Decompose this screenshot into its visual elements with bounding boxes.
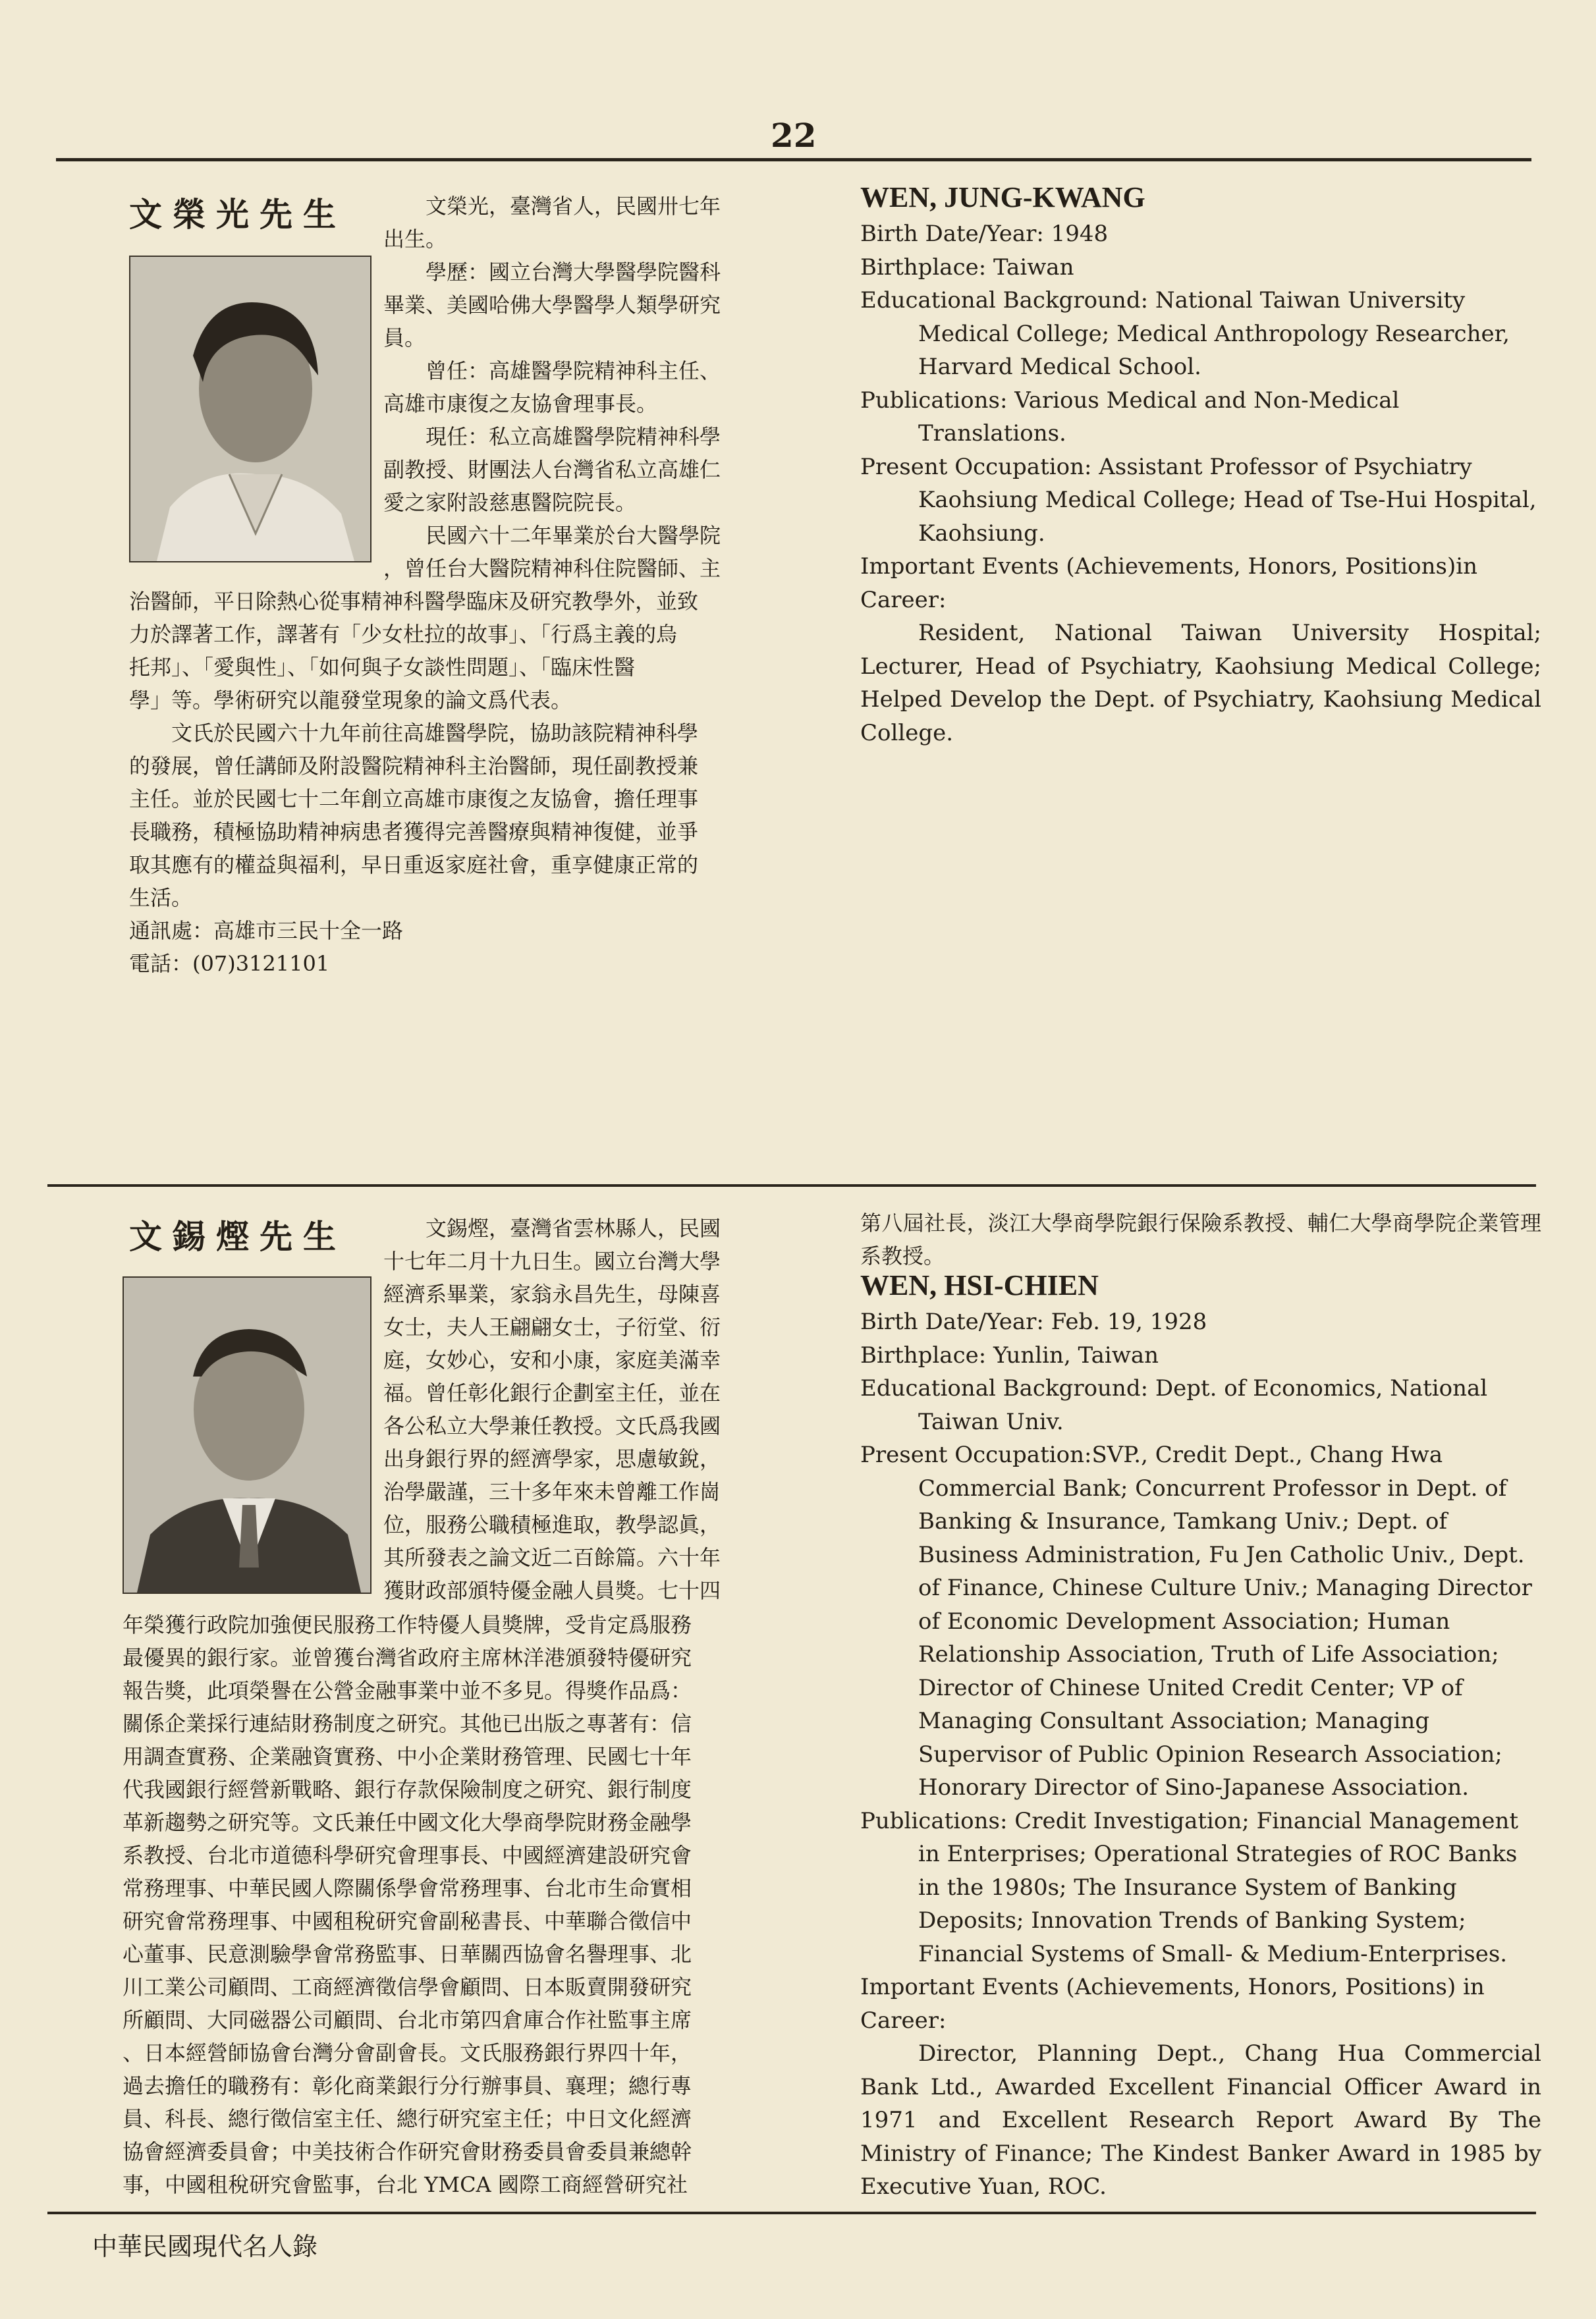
entry1-cn-line: 畢業、美國哈佛大學醫學人類學研究: [383, 292, 721, 317]
entry2-cn-bio-full: [123, 1608, 793, 2201]
entry2-events: Director, Planning Dept., Chang Hua Commercial Bank Ltd., Awarded Excellent Financial Officer Award in 1971 and Excellent Research Report Award By The Ministry of Finance; The Kindest Banker Award in 1985 by Executive Yuan, ROC.: [860, 2040, 1541, 2200]
entry1-address: 通訊處：高雄市三民十全一路: [129, 918, 404, 943]
entry2-cn-line: 十七年二月十九日生。國立台灣大學: [383, 1249, 721, 1274]
entry1-en-bio: [860, 178, 1541, 750]
entry2-cn-line: 位，服務公職積極進取，教學認眞，: [383, 1512, 721, 1537]
entry1-cn-line: 高雄市康復之友協會理事長。: [383, 391, 658, 416]
entry1-cn-line: 托邦」、「愛與性」、「如何與子女談性問題」、「臨床性醫: [129, 655, 636, 680]
entry2-events-label: Important Events (Achievements, Honors, Positions) in Career:: [860, 1974, 1485, 2034]
entry2-cn-line: 事，中國租稅研究會監事，台北 YMCA 國際工商經營研究社: [123, 2172, 688, 2197]
page-number: 22: [771, 116, 817, 155]
entry1-cn-line: 出生。: [383, 227, 447, 252]
entry2-cn-line: 最優異的銀行家。並曾獲台灣省政府主席林洋港頒發特優研究: [123, 1645, 692, 1670]
entry1-phone: 電話：(07)3121101: [129, 951, 330, 976]
entry1-cn-line: ，曾任台大醫院精神科住院醫師、主: [383, 556, 721, 581]
entry1-portrait-image: [130, 257, 370, 561]
entry1-cn-line: 文氏於民國六十九年前往高雄醫學院，協助該院精神科學: [171, 721, 699, 746]
entry2-cn-line: 心董事、民意測驗學會常務監事、日華關西協會名譽理事、北: [123, 1942, 692, 1967]
entry1-cn-bio-full: [129, 585, 793, 980]
entry1-cn-line: 學歷：國立台灣大學醫學院醫科: [426, 259, 721, 285]
entry1-cn-line: 主任。並於民國七十二年創立高雄市康復之友協會，擔任理事: [129, 786, 699, 811]
entry2-cn-line: 所顧問、大同磁器公司顧問、台北市第四倉庫合作社監事主席: [123, 2007, 692, 2033]
entry2-cn-continuation: [860, 1207, 1541, 1272]
entry2-cn-line: 各公私立大學兼任教授。文氏爲我國: [383, 1413, 721, 1438]
entry2-cn-line: 年榮獲行政院加強便民服務工作特優人員獎牌，受肯定爲服務: [123, 1612, 692, 1637]
entry1-cn-line: 治醫師，平日除熱心從事精神科醫學臨床及研究教學外，並致: [129, 589, 699, 614]
entry2-cn-line: 其所發表之論文近二百餘篇。六十年: [383, 1545, 721, 1570]
entry2-cn-line: 治學嚴謹，三十多年來未曾離工作崗: [383, 1479, 721, 1504]
entry1-cn-line: 學」等。學術研究以龍發堂現象的論文爲代表。: [129, 688, 572, 713]
entry2-cn-line: 協會經濟委員會；中美技術合作研究會財務委員會委員兼總幹: [123, 2139, 692, 2164]
entry1-cn-bio-right: [383, 190, 793, 585]
entry2-cn-line: 報告獎，此項榮譽在公營金融事業中並不多見。得獎作品爲：: [123, 1678, 692, 1703]
entry1-cn-line: 取其應有的權益與福利，早日重返家庭社會，重享健康正常的: [129, 852, 699, 877]
entry1-cn-line: 生活。: [129, 885, 193, 910]
entry1-cn-line: 民國六十二年畢業於台大醫學院: [426, 523, 721, 548]
entry1-cn-line: 愛之家附設慈惠醫院院長。: [383, 490, 637, 515]
entry1-cn-line: 長職務，積極協助精神病患者獲得完善醫療與精神復健，並爭: [129, 819, 699, 844]
entry2-cn-line: 福。曾任彰化銀行企劃室主任，並在: [383, 1380, 721, 1405]
entry2-cn-line: 關係企業採行連結財務制度之研究。其他已出版之專著有：信: [123, 1711, 692, 1736]
entry2-cn-line: 文錫熞，臺灣省雲林縣人，民國: [426, 1216, 721, 1241]
entry1-events-label: Important Events (Achievements, Honors, Positions)in Career:: [860, 553, 1477, 613]
entry2-cn-line: 員、科長、總行徵信室主任、總行研究室主任；中日文化經濟: [123, 2106, 692, 2131]
middle-rule: [47, 1184, 1536, 1187]
entry2-cn-line: 獲財政部頒特優金融人員獎。七十四: [383, 1578, 721, 1603]
entry1-cn-line: 力於譯著工作，譯著有「少女杜拉的故事」、「行爲主義的烏: [129, 622, 678, 647]
entry2-cn-line: 庭，女妙心，安和小康，家庭美滿幸: [383, 1348, 721, 1373]
entry2-cn-line: 過去擔任的職務有：彰化商業銀行分行辦事員、襄理；總行專: [123, 2073, 692, 2098]
entry1-cn-line: 副教授、財團法人台灣省私立高雄仁: [383, 457, 721, 482]
entry1-cn-line: 現任：私立高雄醫學院精神科學: [426, 424, 721, 449]
entry1-birth: Birth Date/Year: 1948: [860, 221, 1109, 247]
entry2-birth: Birth Date/Year: Feb. 19, 1928: [860, 1309, 1207, 1335]
entry2-cn-line: 系教授、台北市道德科學研究會理事長、中國經濟建設研究會: [123, 1843, 692, 1868]
entry1-cn-line: 文榮光，臺灣省人，民國卅七年: [426, 194, 721, 219]
entry2-cn-line: 女士，夫人王翩翩女士，子衍堂、衍: [383, 1315, 721, 1340]
entry1-name-cn: 文榮光先生: [129, 196, 346, 234]
entry2-cn-line: 代我國銀行經營新戰略、銀行存款保險制度之研究、銀行制度: [123, 1777, 692, 1802]
entry1-en-name: WEN, JUNG-KWANG: [860, 181, 1145, 213]
top-rule: [56, 158, 1531, 161]
entry2-portrait-image: [124, 1278, 370, 1593]
entry1-cn-line: 員。: [383, 325, 426, 350]
entry1-publications: Publications: Various Medical and Non-Medical Translations.: [860, 387, 1400, 447]
entry2-cn-bio-right: [383, 1212, 793, 1607]
entry2-education: Educational Background: Dept. of Economics, National Taiwan Univ.: [860, 1375, 1488, 1435]
entry2-occupation: Present Occupation:SVP., Credit Dept., Chang Hwa Commercial Bank; Concurrent Professor in Dept. of Banking & Insurance, Tamkang Univ.; Dept. of Business Administration, Fu Jen Catholic Univ., Dept. of Finance, Chinese Culture Univ.; Managing Director of Economic Development Association; Human Relationship Association, Truth of Life Association; Director of Chinese United Credit Center; VP of Managing Consultant Association; Managing Supervisor of Public Opinion Research Association; Honorary Director of Sino-Japanese Association.: [860, 1442, 1532, 1801]
entry2-cn-line: 研究會常務理事、中國租稅研究會副秘書長、中華聯合徵信中: [123, 1909, 692, 1934]
entry1-education: Educational Background: National Taiwan University Medical College; Medical Anthropology Researcher, Harvard Medical School.: [860, 287, 1510, 380]
entry1-cn-line: 的發展，曾任講師及附設醫院精神科主治醫師，現任副教授兼: [129, 753, 699, 778]
entry1-events: Resident, National Taiwan University Hospital; Lecturer, Head of Psychiatry, Kaohsiung Medical College; Helped Develop the Dept. of Psychiatry, Kaohsiung Medical College.: [860, 620, 1541, 746]
entry2-en-name: WEN, HSI-CHIEN: [860, 1269, 1099, 1301]
footer-title: 中華民國現代名人錄: [92, 2232, 318, 2261]
entry2-birthplace: Birthplace: Yunlin, Taiwan: [860, 1342, 1159, 1369]
entry2-en-bio: [860, 1266, 1541, 2204]
bottom-rule: [47, 2212, 1536, 2214]
entry2-cn-line: 經濟系畢業，家翁永昌先生，母陳喜: [383, 1282, 721, 1307]
entry1-portrait-photo: [129, 256, 371, 562]
entry2-cn-line: 常務理事、中華民國人際關係學會常務理事、台北市生命實相: [123, 1876, 692, 1901]
entry2-publications: Publications: Credit Investigation; Financial Management in Enterprises; Operational Strategies of ROC Banks in the 1980s; The Insurance System of Banking Deposits; Innovation Trends of Banking System; Financial Systems of Small- & Medium-Enterprises.: [860, 1807, 1519, 1967]
entry2-cn-line: 出身銀行界的經濟學家，思慮敏銳，: [383, 1446, 721, 1471]
entry1-cn-line: 曾任：高雄醫學院精神科主任、: [426, 358, 721, 383]
entry2-cn-line: 用調查實務、企業融資實務、中小企業財務管理、民國七十年: [123, 1744, 692, 1769]
entry2-cn-continuation-text: 第八屆社長，淡江大學商學院銀行保險系教授、輔仁大學商學院企業管理系教授。: [860, 1211, 1541, 1269]
entry2-cn-line: 革新趨勢之研究等。文氏兼任中國文化大學商學院財務金融學: [123, 1810, 692, 1835]
entry2-portrait-photo: [123, 1276, 371, 1594]
entry2-cn-line: 川工業公司顧問、工商經濟徵信學會顧問、日本販賣開發研究: [123, 1975, 692, 2000]
entry2-cn-line: 、日本經營師協會台灣分會副會長。文氏服務銀行界四十年，: [123, 2040, 692, 2065]
entry2-name-cn: 文錫熞先生: [129, 1218, 346, 1256]
entry1-birthplace: Birthplace: Taiwan: [860, 254, 1074, 281]
entry1-occupation: Present Occupation: Assistant Professor of Psychiatry Kaohsiung Medical College; Head of Tse-Hui Hospital, Kaohsiung.: [860, 453, 1537, 547]
